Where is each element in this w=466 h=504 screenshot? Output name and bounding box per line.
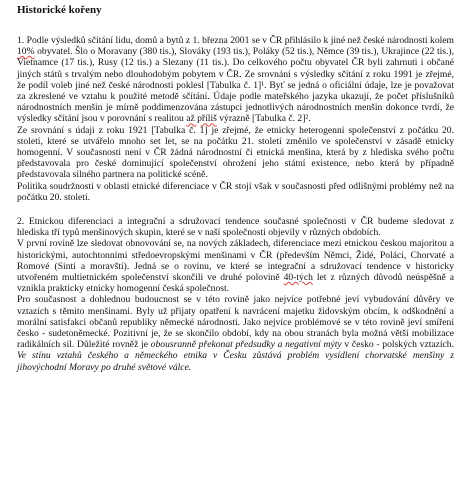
- text-run: V první rovině lze sledovat obnovování se, na nových základech, diferenciace mezi etnickou českou majoritou a historickými, autochtonními středoevropskými menšinami v ČR (především Němci, Židé, Poláci, Chorvaté a Romové (Sinti a moravští). Jedná se o rovinu, ve které se integrační a sdružovací tendence v historicky utvořeném multietnickém společenství skončili ve druhé polovině: [17, 238, 454, 284]
- section1-paragraph-politics: Politika soudržnosti v oblasti etnické diferenciace v ČR stojí však v současnosti před odlišnými problémy než na počátku 20. století.: [17, 180, 454, 203]
- text-run: 1. Podle výsledků sčítání lidu, domů a bytů z 1. března 2001 se v ČR přihlásilo k jiné než české národnosti kolem: [17, 35, 454, 46]
- section1-paragraph-results: [17, 35, 454, 125]
- section1-paragraph-comparison: Ze srovnání s údaji z roku 1921 [Tabulka č. 1] je zřejmé, že etnicky heterogenní společenství z počátku 20. století, které se utvářelo mnoho set let, se na počátku 21. století změnilo ve společenství v zásadě etnicky homogenní. V současnosti není v ČR žádná národnostní či etnická menšina, která by z hlediska svého počtu představovala pro české dominující společenství ohrožení jeho státní existence, nebo která by případně představovala silného partnera na politické scéně.: [17, 124, 454, 181]
- spellcheck-marked-text: 40-tých: [283, 272, 313, 284]
- text-run: výrazně [Tabulka č. 2]².: [216, 113, 311, 125]
- text-run: v česko - polských vztazích.: [341, 339, 454, 351]
- spellcheck-marked-text: až příliš: [186, 113, 217, 125]
- spellcheck-marked-text: 10%: [17, 46, 35, 58]
- section2-paragraph-trust: [17, 294, 454, 372]
- italic-text: obousranně překonat předsudky a negativní mýty: [150, 339, 342, 351]
- section-spacer: [17, 203, 454, 216]
- section2-paragraph-first-level: [17, 238, 454, 294]
- section2-paragraph-intro: 2. Etnickou diferenciaci a integrační a sdružovací tendence současné společnosti v ČR budeme sledovat z hlediska tří typů menšinových skupin, které se v naší společnosti objevily v různých obdobích.: [17, 216, 454, 239]
- text-run: let z různých důvodů neúspěšně a vznikla prakticky etnicky homogenní česká společnost.: [17, 272, 455, 295]
- text-run: Pro současnost a dohlednou budoucnost se v této rovině jako nejvíce potřebné jeví vybudování důvěry ve vztazích s těmito menšinami. Byly už přijaty opatření k navrácení majetku židovským obcím, k odškodnění a morální satisfakci občanů republiky německé národnosti. Jako nejvíce problémové se v této rovině jeví smíření česko - sudetoněmecké. Pozitivní je, že se skončilo období, kdy na obou stranách byla možná větší mobilizace radikálních sil. Důležité rovněž je: [17, 294, 454, 351]
- text-run: obyvatel. Šlo o Moravany (380 tis.), Slováky (193 tis.), Poláky (52 tis.), Němce (39 tis.), Ukrajince (22 tis.), Vietnamce (17 tis.), Rusy (12 tis.) a Slezany (11 tis.). Do celkového počtu obyvatel ČR byli zahrnuti i občané jiných států s trvalým nebo dlouhodobým pobytem v ČR. Ze srovnání s výsledky sčítání z roku 1991 je zřejmé, že podíl voleb jiné než české národnosti poklesl [Tabulka č. 1]¹. Byť se jedná o oficiální údaje, lze je považovat za zkreslené ve vztahu k použité metodě sčítání. Údaje podle mateřského jazyka ukazují, že počet příslušníků národnostních menšin je mírně poddimenzována zástupci jednotlivých národnostních menšin dokonce tvrdí, že výsledky sčítání jsou v porovnání s realitou: [17, 46, 454, 125]
- italic-text: Ve stínu vztahů českého a německého etnika v Česku zůstává problém vysídlení chorvatské menšiny z jihovýchodní Moravy po druhé světové válce.: [17, 350, 454, 373]
- document-heading: Historické kořeny: [17, 4, 102, 16]
